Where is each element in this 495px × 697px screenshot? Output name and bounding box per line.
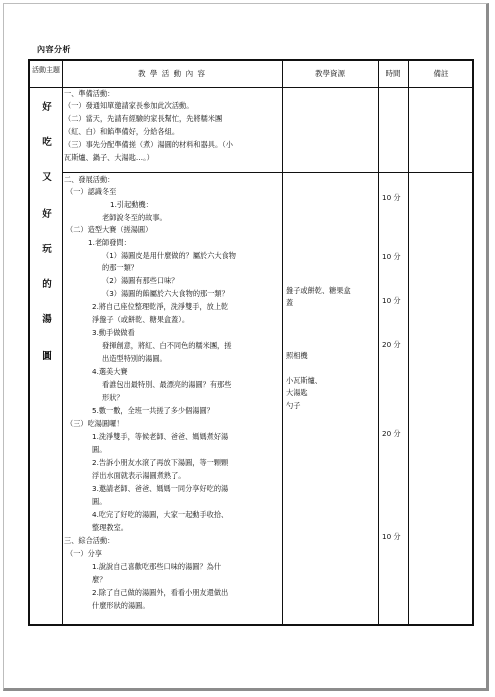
header-time: 時間 [385,69,401,78]
header-content: 教 學 活 動 內 容 [138,69,206,78]
dev-line: 的那一類？ [102,263,138,272]
dev-line: 1.說說自己喜歡吃那些口味的湯圓？為什 [92,562,222,571]
dev-line: 形狀？ [102,393,124,402]
time-value: 10 分 [382,532,401,541]
section-title: 內容分析 [37,45,71,54]
prep-heading: 一、準備活動： [64,89,115,98]
dev-line: 淨盤子（或餅乾、糖果盒蓋）。 [92,315,190,324]
theme-char: 玩 [42,244,52,255]
prep-line: （二）當天，先請有經驗的家長幫忙，先將糯米團 [64,114,223,123]
col-divider-time [408,61,409,624]
dev-line: 3.邀請老師、爸爸、媽媽一同分享好吃的湯 [92,484,229,493]
prep-line: 瓦斯爐、鍋子、大湯匙…。） [64,153,154,162]
resource-item: 照相機 [286,351,308,360]
dev-line: 浮出水面就表示湯圓煮熟了。 [92,471,186,480]
dev-line: 麼？ [92,575,107,584]
col-divider-resources [378,61,379,624]
dev-line: 5.數一數，全班一共搓了多少個湯圓？ [92,406,214,415]
time-value: 10 分 [382,252,401,261]
theme-char: 圓 [42,351,52,362]
theme-char: 吃 [42,137,52,148]
col-divider-content [282,61,283,624]
dev-line: 2.將自己座位整理乾淨，洗淨雙手，放上乾 [92,302,229,311]
dev-line: 什麼形狀的湯圓。 [92,601,150,610]
resource-item: 盤子或餅乾、糖果盒 [286,286,351,295]
dev-line: 2.告訴小朋友水滾了再放下湯圓，等一顆顆 [92,458,229,467]
header-notes: 備註 [433,69,449,78]
dev-line: 圓。 [92,497,107,506]
dev-heading: 二、發展活動： [64,175,115,184]
time-value: 20 分 [382,340,401,349]
time-value: 10 分 [382,193,401,202]
theme-char: 好 [42,102,52,113]
dev-line: （二）造型大賽（搓湯圓） [66,225,153,234]
prep-line: （紅、白）和餡準備好，分給各組。 [64,127,180,136]
dev-line: 圓。 [92,445,107,454]
dev-line: （1）湯圓皮是用什麼做的？屬於六大食物 [102,251,236,260]
dev-line: 4.吃完了好吃的湯圓，大家一起動手收拾、 [92,510,229,519]
resource-item: 小瓦斯爐、 [286,376,322,385]
dev-line: 發揮創意，將紅、白不同色的糯米團，搓 [102,341,232,350]
col-divider-theme [62,61,63,624]
theme-char: 湯 [42,314,52,325]
time-value: 10 分 [382,296,401,305]
dev-line: （一）認識冬至 [66,187,117,196]
dev-line: 4.選美大賽 [92,367,128,376]
dev-line: 1.引起動機： [110,200,153,209]
dev-line: 看誰包出最特別、最漂亮的湯圓？有那些 [102,380,232,389]
dev-line: （2）湯圓有那些口味？ [102,276,179,285]
prep-line: （一）發通知單邀請家長參加此次活動。 [64,101,194,110]
dev-line: （3）湯圓的餡屬於六大食物的那一類？ [102,289,229,298]
dev-line: 老師說冬至的故事。 [102,213,167,222]
dev-line: 整理教室。 [92,523,128,532]
theme-char: 又 [42,172,52,183]
theme-char: 好 [42,209,52,220]
dev-line: （三）吃湯圓囉！ [66,419,124,428]
section-divider-prep [62,172,472,173]
resource-item: 蓋 [286,298,294,307]
lesson-plan-table [28,59,474,626]
resource-item: 勺子 [286,401,301,410]
dev-line: 1.老師發問： [88,238,131,247]
time-value: 20 分 [382,429,401,438]
dev-line: 1.洗淨雙手，等候老師、爸爸、媽媽煮好湯 [92,432,229,441]
dev-line: 2.除了自己做的湯圓外，看看小朋友還做出 [92,588,229,597]
dev-line: 3.動手做做看 [92,328,135,337]
header-resources: 教學資源 [315,69,345,78]
theme-char: 的 [42,279,52,290]
prep-line: （三）事先分配準備搓（煮）湯圓的材料和器具。（小 [64,140,233,149]
dev-line: 出造型特別的湯圓。 [102,354,167,363]
synthesis-heading: 三、綜合活動： [64,536,115,545]
dev-line: （一）分享 [66,549,102,558]
header-theme: 活動主題 [32,66,60,74]
resource-item: 大湯匙 [286,388,308,397]
